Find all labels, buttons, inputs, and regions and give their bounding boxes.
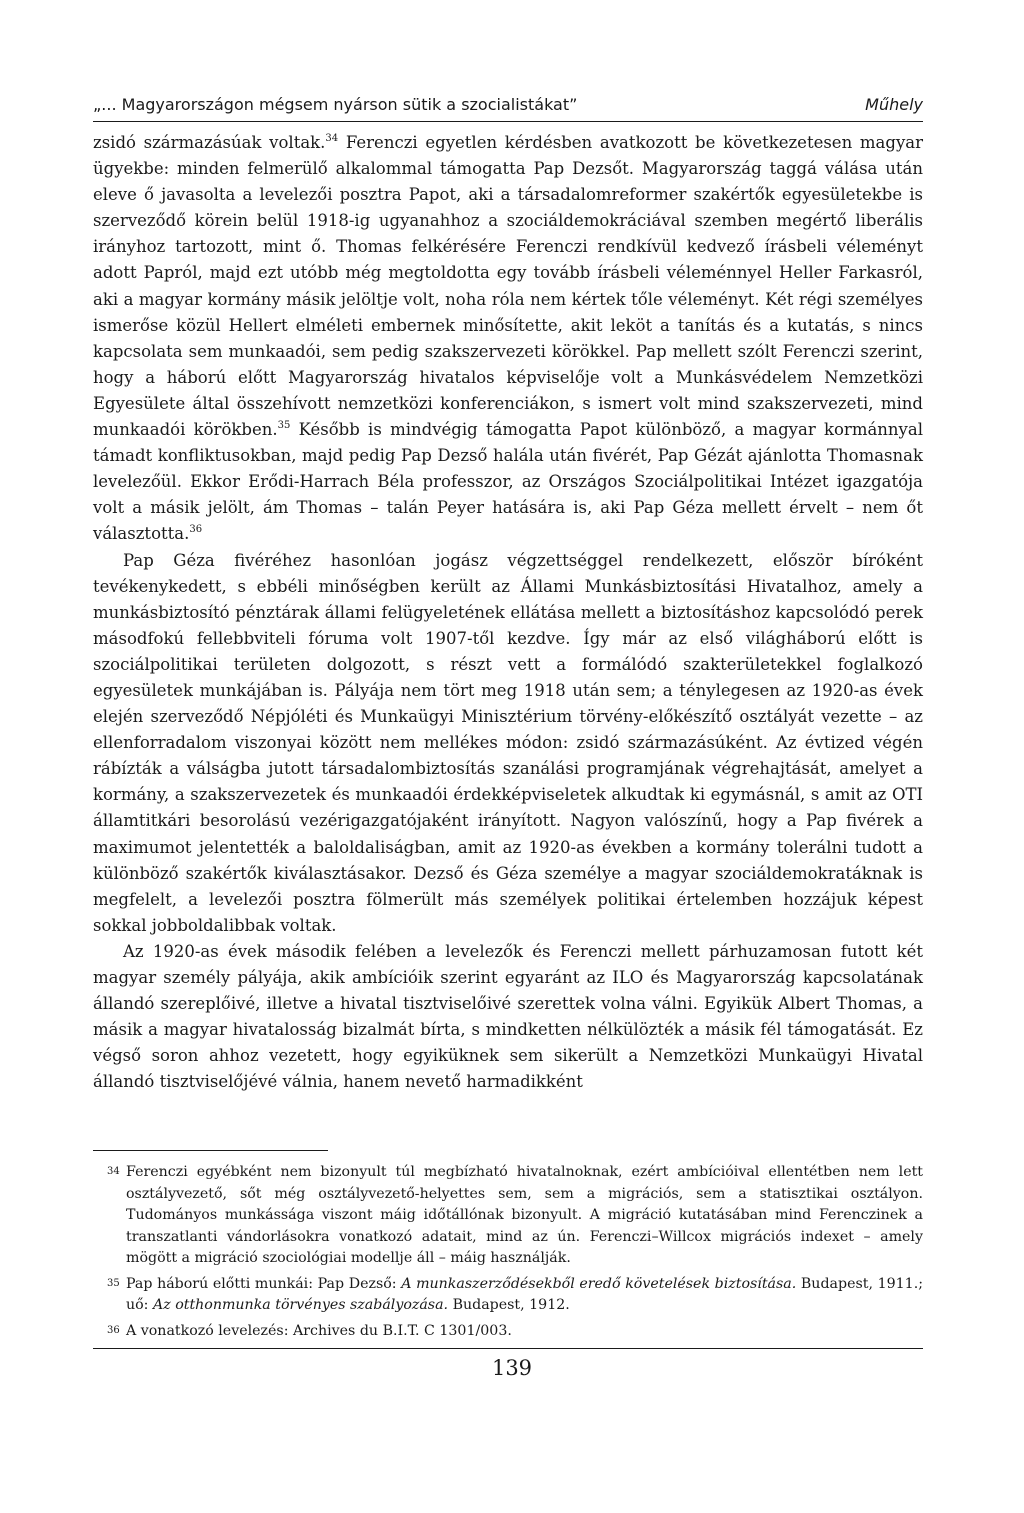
- footnotes: [93, 1162, 923, 1346]
- paragraph-1: [93, 130, 923, 548]
- footnote-ref-35[interactable]: 35: [277, 420, 291, 432]
- header-rule: [93, 121, 923, 122]
- footnote-ref-34[interactable]: 34: [325, 133, 339, 144]
- footnote-ref-36[interactable]: 36: [189, 524, 203, 536]
- footnote-text: A vonatkozó levelezés: Archives du B.I.T. C 1301/003.: [126, 1322, 512, 1339]
- paragraph-1-part-c: Később is mindvégig támogatta Papot különböző, a magyar kormánnyal támadt konfliktusokban, majd pedig Pap Dezső halála után fivérét, Pap Gézát ajánlotta Thomasnak levelezőül. Ekkor Erődi-Harrach Béla professzor, az Országos Szociálpolitikai Intézet igazgatója volt a másik jelölt, ám Thomas – talán Peyer hatására is, aki Pap Géza mellett érvelt – nem őt választotta.: [93, 420, 923, 544]
- paragraph-1-part-a: zsidó származásúak voltak.: [93, 133, 326, 152]
- page-number: 139: [491, 1356, 533, 1380]
- running-head-title: „... Magyarországon mégsem nyárson sütik a szocialistákat”: [93, 95, 578, 114]
- footnote-text: Budapest, 1911.; uő:: [126, 1275, 923, 1313]
- paragraph-3: Az 1920-as évek második felében a levelezők és Ferenczi mellett párhuzamosan futott két magyar személy pályája, akik ambícióik szerint egyaránt az ILO és Magyarország kapcsolatának állandó szereplőivé, illetve a hivatal tisztviselőivé szerettek volna válni. Egyikük Albert Thomas, a másik a magyar hivatalosság bizalmát bírta, s mindketten nélkülözték a másik fél támogatását. Ez végső soron ahhoz vezetett, hogy egyiküknek sem sikerült a Nemzetközi Munkaügyi Hivatal állandó tisztviselőjévé válnia, hanem nevető harmadikként: [93, 941, 923, 1092]
- cited-title: A munkaszerződésekből eredő követelések biztosítása.: [401, 1275, 797, 1292]
- footnote-35: [93, 1274, 923, 1317]
- footnote-34: [93, 1162, 923, 1270]
- footnote-text: Pap háború előtti munkái: Pap Dezső:: [126, 1275, 402, 1292]
- running-head: [93, 94, 923, 116]
- footnote-number: 34: [107, 1166, 120, 1177]
- paragraph-2: Pap Géza fivéréhez hasonlóan jogász végzettséggel rendelkezett, először bíróként tevékenykedett, s ebbéli minőségben került az Állami Munkásbiztosítási Hivatalhoz, amely a munkásbiztosító pénztárak állami felügyeletének ellátása mellett a biztosításhoz kapcsolódó perek másodfokú fellebbviteli fóruma volt 1907-től kezdve. Így már az első világháború előtt is szociálpolitikai területen dolgozott, s részt vett a formálódó szakterületekkel foglalkozó egyesületek munkájában is. Pályája nem tört meg 1918 után sem; a ténylegesen az 1920-as évek elején szerveződő Népjóléti és Munkaügyi Minisztérium törvény-előkészítő osztályát vezette – az ellenforradalom viszonyai között nem mellékes módon: zsidó származásúként. Az évtized végén rábízták a válságba jutott társadalombiztosítás szanálási programjának végrehajtását, amelyet a kormány, a szakszervezetek és munkaadói érdekképviseletek alkudtak ki egymásnál, s amit az OTI államtitkári besorolású vezérigazgatójaként irányított. Nagyon valószínű, hogy a Pap fivérek a maximumot jelentették a baloldaliságban, amit az 1920-as években a kormány tolerálni tudott a különböző szakértők kiválasztásakor. Dezső és Géza személye a magyar szociáldemokratáknak is megfelelt, a levelezői posztra fölmerült más személyek politikai értelemben hozzájuk képest sokkal jobboldalibbak voltak.: [93, 550, 923, 935]
- footnote-number: 35: [107, 1277, 120, 1289]
- footnote-text: Ferenczi egyébként nem bizonyult túl megbízható hivatalnoknak, ezért ambícióival ellentétben nem lett osztályvezető, sőt még osztályvezető-helyettes sem, sem a migrációs, sem a statisztikai osztályon. Tudományos munkássága viszont máig időtállónak bizonyult. A migráció kutatásában mind Ferenczinek a transzatlanti vándorlásokra vonatkozó adatait, mind az ún. Ferenczi–Willcox migrációs indexet – amely mögött a migráció szociológiai modellje áll – máig használják.: [126, 1164, 923, 1266]
- footnote-number: 36: [107, 1324, 120, 1336]
- paragraph-1-part-b: Ferenczi egyetlen kérdésben avatkozott be következetesen magyar ügyekbe: minden felmerülő alkalommal támogatta Pap Dezsőt. Magyarország taggá válása után eleve ő javasolta a levelezői posztra Papot, aki a társadalomreformer szakértők egyesületekbe is szerveződő körein belül 1918-ig ugyanahhoz a szociáldemokráciával szemben megértő liberális irányhoz tartozott, mint ő. Thomas felkérésére Ferenczi rendkívül kedvező írásbeli véleményt adott Papról, majd ezt utóbb még megtoldotta egy tovább írásbeli véleménnyel Heller Farkasról, aki a magyar kormány másik jelöltje volt, noha róla nem kértek tőle véleményt. Két régi személyes ismerőse közül Hellert elméleti embernek minősítette, akit leköt a tanítás és a kutatás, s nincs kapcsolata sem munkaadói, sem pedig szakszervezeti körökkel. Pap mellett szólt Ferenczi szerint, hogy a háború előtt Magyarország hivatalos képviselője volt a Munkásvédelem Nemzetközi Egyesülete által összehívott nemzetközi konferenciákon, s ismert volt mind szakszervezeti, mind munkaadói körökben.: [93, 133, 923, 440]
- footnote-text: Budapest, 1912.: [448, 1297, 570, 1313]
- main-text: [93, 130, 923, 1095]
- footnote-36: [93, 1321, 923, 1343]
- footer-rule: [93, 1348, 923, 1349]
- footnote-separator: [93, 1150, 328, 1151]
- cited-title: Az otthonmunka törvényes szabályozása.: [152, 1297, 449, 1313]
- running-head-section: Műhely: [865, 95, 923, 114]
